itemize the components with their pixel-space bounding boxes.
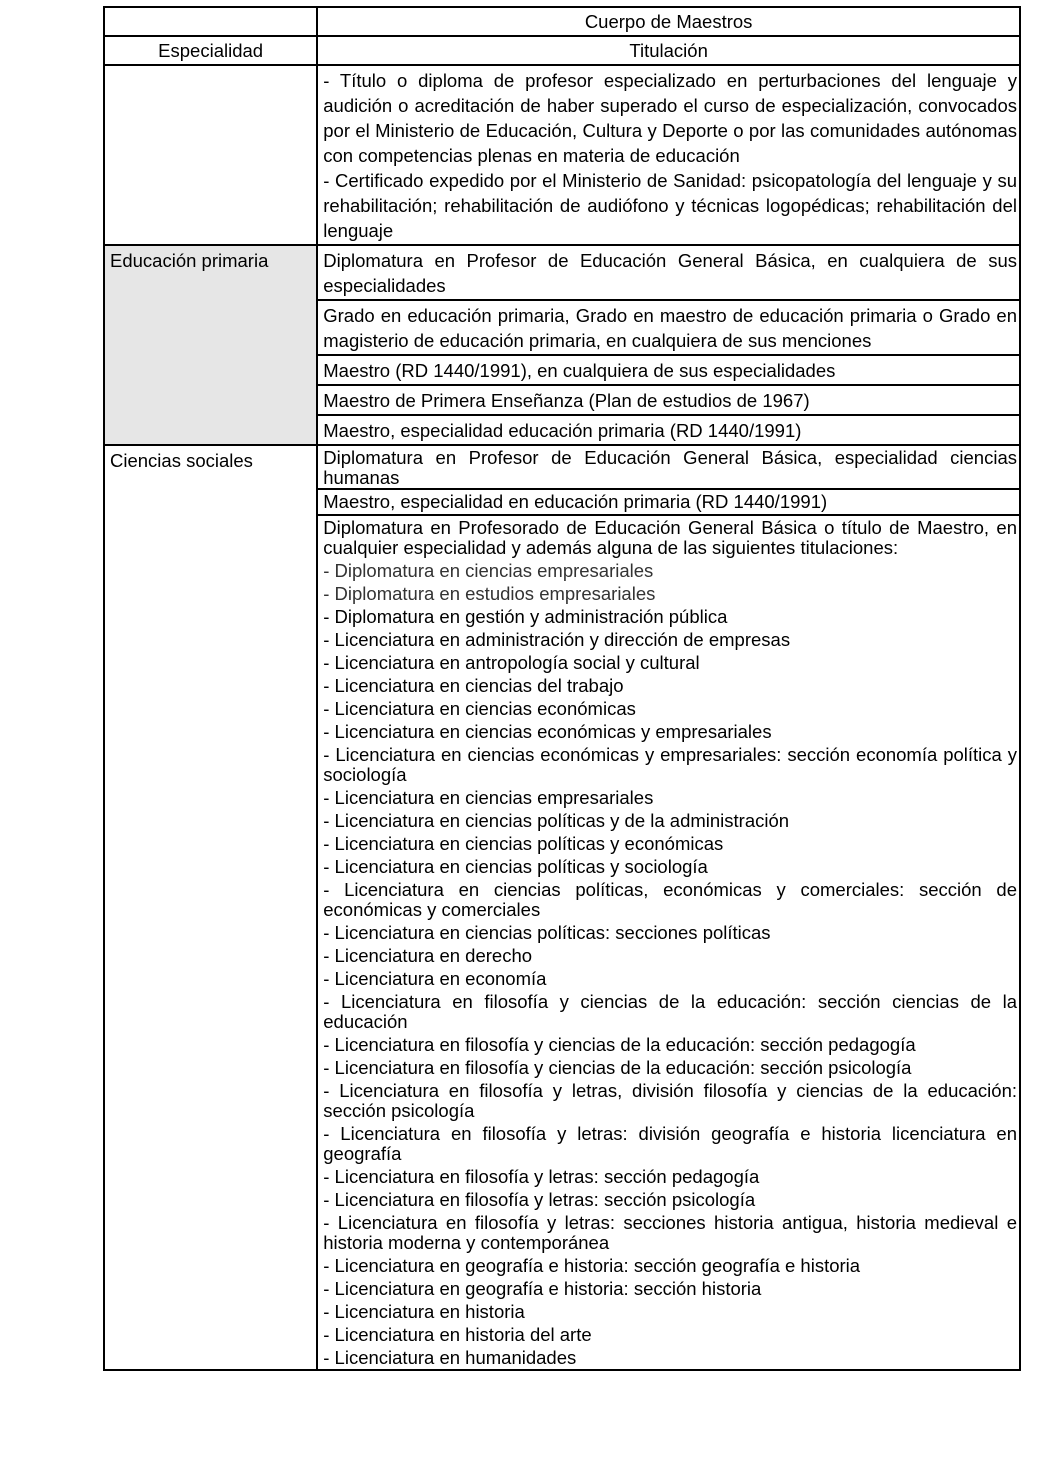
list-item: - Licenciatura en geografía e historia: sección historia: [323, 1278, 762, 1299]
table-column-header-row: [104, 36, 1020, 65]
list-item: - Licenciatura en filosofía y letras: secciones historia antigua, historia medieval e historia moderna y contemporánea: [323, 1212, 1017, 1253]
list-item: - Licenciatura en ciencias económicas y empresariales: [323, 721, 772, 742]
titulaciones-table: [103, 6, 1021, 1371]
list-item: - Licenciatura en humanidades: [323, 1347, 577, 1368]
list-item: - Licenciatura en ciencias económicas: [323, 698, 636, 719]
titulacion-cell: Diplomatura en Profesor de Educación General Básica, especialidad ciencias humanas: [317, 445, 1020, 489]
titulacion-cell: Maestro (RD 1440/1991), en cualquiera de sus especialidades: [317, 355, 1020, 385]
titulacion-cell: [317, 65, 1020, 245]
list-item: - Licenciatura en geografía e historia: sección geografía e historia: [323, 1255, 861, 1276]
list-item: - Licenciatura en filosofía y letras: sección psicología: [323, 1189, 756, 1210]
table-row: [104, 65, 1020, 245]
list-item: - Licenciatura en historia: [323, 1301, 525, 1322]
list-item: - Licenciatura en filosofía y letras, división filosofía y ciencias de la educación: sección psicología: [323, 1080, 1017, 1121]
list-item: - Licenciatura en historia del arte: [323, 1324, 592, 1345]
list-item: - Licenciatura en ciencias políticas y de la administración: [323, 810, 790, 831]
list-item: - Licenciatura en filosofía y letras: sección pedagogía: [323, 1166, 760, 1187]
titulacion-cell: Grado en educación primaria, Grado en maestro de educación primaria o Grado en magisterio de educación primaria, en cualquiera de sus menciones: [317, 300, 1020, 355]
list-item: - Licenciatura en filosofía y letras: división geografía e historia licenciatura en geografía: [323, 1123, 1017, 1164]
list-item: - Diplomatura en gestión y administración pública: [323, 606, 728, 627]
list-item: - Licenciatura en filosofía y ciencias de la educación: sección psicología: [323, 1057, 912, 1078]
titulacion-list-cell: [317, 515, 1020, 1370]
titulacion-paragraph: - Certificado expedido por el Ministerio de Sanidad: psicopatología del lenguaje y su rehabilitación; rehabilitación de audiófono y técnicas logopédicas; rehabilitación del lenguaje: [323, 170, 1017, 241]
list-item: - Licenciatura en ciencias políticas, económicas y comerciales: sección de económicas y comerciales: [323, 879, 1017, 920]
table-row: [104, 445, 1020, 489]
titulacion-list-intro: Diplomatura en Profesorado de Educación General Básica o título de Maestro, en cualquier especialidad y además alguna de las siguientes titulaciones:: [323, 517, 1017, 558]
list-item: - Licenciatura en ciencias económicas y empresariales: sección economía política y sociología: [323, 744, 1017, 785]
titulacion-column-header: Titulación: [317, 36, 1020, 65]
table-top-header-row: [104, 7, 1020, 36]
table-row: [104, 245, 1020, 300]
list-item: - Licenciatura en administración y dirección de empresas: [323, 629, 791, 650]
list-item: - Diplomatura en ciencias empresariales: [323, 560, 654, 581]
titulacion-cell: Maestro, especialidad en educación primaria (RD 1440/1991): [317, 489, 1020, 515]
empty-header-cell: [104, 7, 317, 36]
list-item: - Licenciatura en ciencias políticas y económicas: [323, 833, 724, 854]
list-item: - Licenciatura en ciencias políticas: secciones políticas: [323, 922, 771, 943]
list-item: - Licenciatura en filosofía y ciencias de la educación: sección ciencias de la educación: [323, 991, 1017, 1032]
titulacion-cell: Diplomatura en Profesor de Educación General Básica, en cualquiera de sus especialidades: [317, 245, 1020, 300]
list-item: - Licenciatura en derecho: [323, 945, 533, 966]
list-item: - Licenciatura en ciencias políticas y sociología: [323, 856, 708, 877]
list-item: - Licenciatura en filosofía y ciencias de la educación: sección pedagogía: [323, 1034, 916, 1055]
titulacion-cell: Maestro, especialidad educación primaria (RD 1440/1991): [317, 415, 1020, 445]
list-item: - Licenciatura en economía: [323, 968, 547, 989]
especialidad-cell: [104, 65, 317, 245]
especialidad-column-header: Especialidad: [104, 36, 317, 65]
cuerpo-header: Cuerpo de Maestros: [317, 7, 1020, 36]
list-item: - Licenciatura en ciencias del trabajo: [323, 675, 624, 696]
titulacion-paragraph: - Título o diploma de profesor especializado en perturbaciones del lenguaje y audición o acreditación de haber superado el curso de especialización, convocados por el Ministerio de Educación, Cultura y Deporte o por las comunidades autónomas con competencias plenas en materia de educación: [323, 70, 1017, 166]
especialidad-cell-primaria: Educación primaria: [104, 245, 317, 445]
list-item: - Licenciatura en ciencias empresariales: [323, 787, 654, 808]
list-item: - Licenciatura en antropología social y cultural: [323, 652, 700, 673]
titulacion-cell: Maestro de Primera Enseñanza (Plan de estudios de 1967): [317, 385, 1020, 415]
especialidad-cell-sociales: Ciencias sociales: [104, 445, 317, 1370]
list-item: - Diplomatura en estudios empresariales: [323, 583, 656, 604]
